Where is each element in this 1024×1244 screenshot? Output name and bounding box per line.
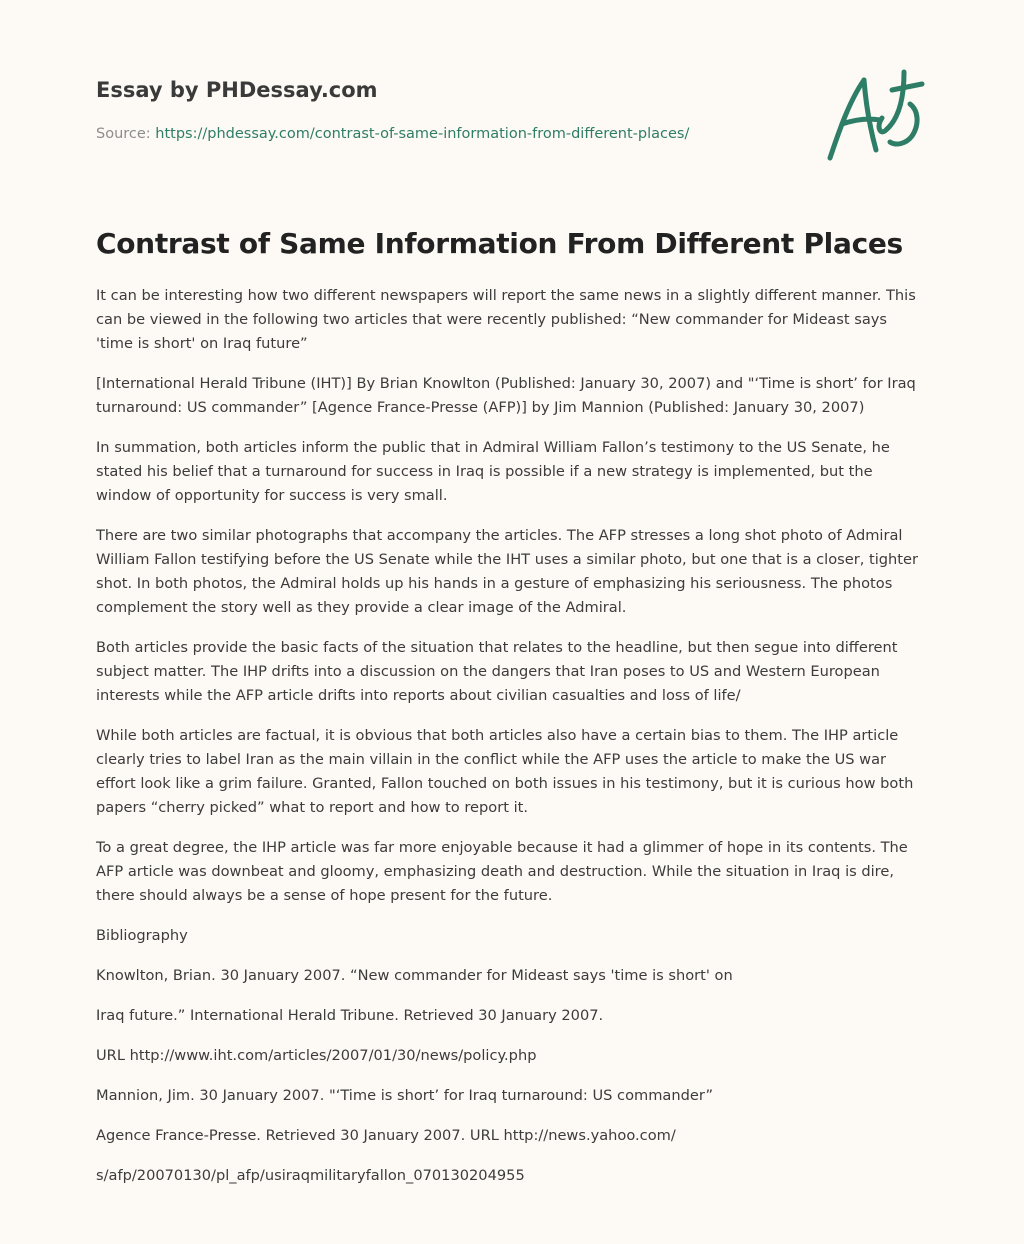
bibliography-line: Mannion, Jim. 30 January 2007. "‘Time is short’ for Iraq turnaround: US commander” (96, 1087, 714, 1104)
bibliography-line: Agence France-Presse. Retrieved 30 January 2007. URL http://news.yahoo.com/ (96, 1127, 676, 1144)
site-brand: Essay by PHDessay.com (96, 78, 378, 102)
bibliography-line: Iraq future.” International Herald Tribune. Retrieved 30 January 2007. (96, 1007, 604, 1024)
article-paragraph: While both articles are factual, it is obvious that both articles also have a certain bias to them. The IHP article clearly tries to label Iran as the main villain in the conflict while the AFP uses the article to make the US war effort look like a grim failure. Granted, Fallon touched on both issues in his testimony, but it is curious how both papers “cherry picked” what to report and how to report it. (96, 727, 914, 816)
bibliography-line: Knowlton, Brian. 30 January 2007. “New commander for Mideast says 'time is short' on (96, 967, 733, 984)
source-line (96, 124, 796, 144)
page-header (96, 76, 796, 144)
article-title: Contrast of Same Information From Different Places (96, 227, 903, 260)
bibliography-line: s/afp/20070130/pl_afp/usiraqmilitaryfallon_070130204955 (96, 1167, 525, 1184)
article-paragraph: In summation, both articles inform the public that in Admiral William Fallon’s testimony to the US Senate, he stated his belief that a turnaround for success in Iraq is possible if a new strategy is implemented, but the window of opportunity for success is very small. (96, 439, 890, 504)
source-link[interactable]: https://phdessay.com/contrast-of-same-information-from-different-places/ (155, 126, 690, 142)
article-paragraph: [International Herald Tribune (IHT)] By Brian Knowlton (Published: January 30, 2007) and "‘Time is short’ for Iraq turnaround: US commander” [Agence France-Presse (AFP)] by Jim Mannion (Published: January 30, 2007) (96, 375, 916, 416)
article-paragraph: Both articles provide the basic facts of the situation that relates to the headline, but then segue into different subject matter. The IHP drifts into a discussion on the dangers that Iran poses to US and Western European interests while the AFP article drifts into reports about civilian casualties and loss of life/ (96, 639, 898, 704)
source-label: Source: (96, 126, 156, 142)
bibliography-heading: Bibliography (96, 927, 188, 944)
article-paragraph: To a great degree, the IHP article was far more enjoyable because it had a glimmer of hope in its contents. The AFP article was downbeat and gloomy, emphasizing death and destruction. While the situation in Iraq is dire, there should always be a sense of hope present for the future. (96, 839, 908, 904)
article-paragraph: There are two similar photographs that accompany the articles. The AFP stresses a long shot photo of Admiral William Fallon testifying before the US Senate while the IHT uses a similar photo, but one that is a closer, tighter shot. In both photos, the Admiral holds up his hands in a gesture of emphasizing his seriousness. The photos complement the story well as they provide a clear image of the Admiral. (96, 527, 919, 616)
article-paragraph: It can be interesting how two different newspapers will report the same news in a slightly different manner. This can be viewed in the following two articles that were recently published: “New commander for Mideast says 'time is short' on Iraq future” (96, 287, 916, 352)
a-plus-grade-icon (820, 66, 930, 166)
bibliography-line: URL http://www.iht.com/articles/2007/01/30/news/policy.php (96, 1047, 537, 1064)
article-body (96, 284, 928, 1204)
